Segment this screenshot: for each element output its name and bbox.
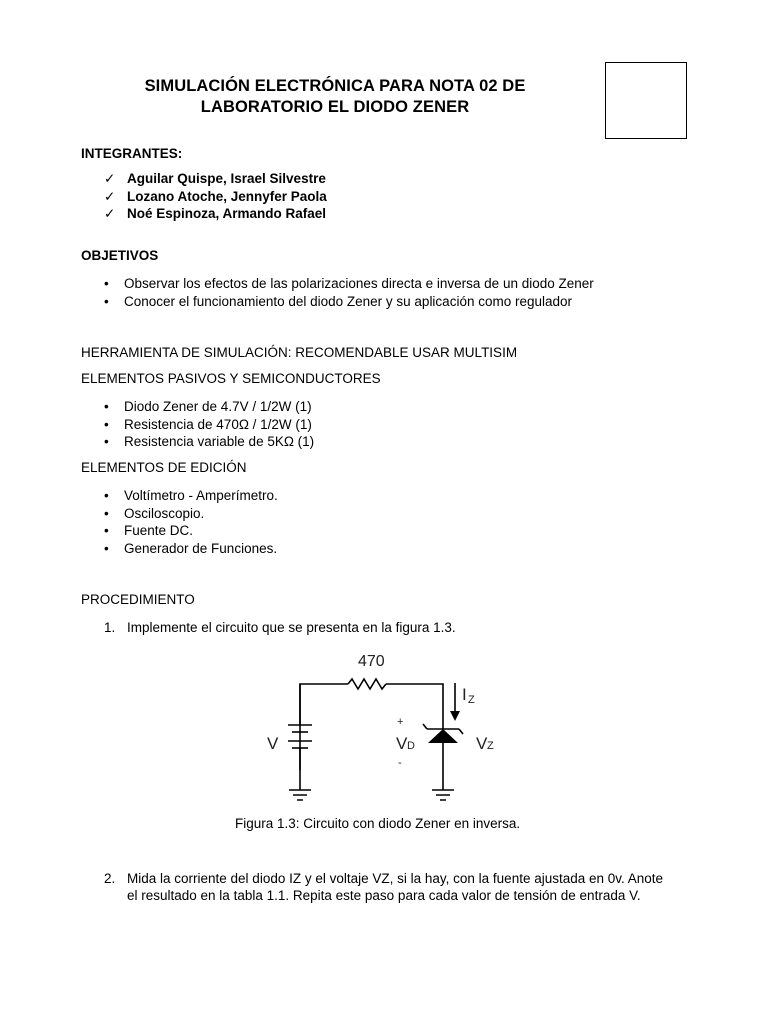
bullet-icon: • (104, 523, 109, 538)
grade-box (605, 62, 687, 139)
tool-text: Generador de Funciones. (124, 540, 278, 556)
component-text: Resistencia variable de 5KΩ (1) (124, 434, 315, 449)
ground-right (432, 790, 454, 800)
list-item (104, 205, 327, 223)
current-subscript: Z (468, 694, 475, 706)
wire-right (386, 684, 443, 721)
bullet-icon: • (104, 434, 109, 449)
component-text: Diodo Zener de 4.7V / 1/2W (1) (124, 399, 312, 414)
list-item (101, 433, 314, 451)
vd-subscript: D (407, 740, 415, 752)
check-icon: ✓ (104, 171, 116, 186)
bullet-icon: • (104, 416, 109, 432)
list-item (101, 487, 278, 505)
bullet-icon: • (104, 276, 109, 291)
bullet-icon: • (104, 505, 109, 521)
source-label: V (267, 734, 279, 753)
wire-left (300, 684, 348, 770)
step-number: 2. (104, 871, 116, 886)
figure-caption: Figura 1.3: Circuito con diodo Zener en inversa. (235, 816, 521, 831)
title-line-2: LABORATORIO EL DIODO ZENER (200, 98, 470, 116)
procedure-step-1 (104, 619, 456, 636)
resistor-label: 470 (358, 653, 385, 670)
step-text: Implemente el circuito que se presenta en la figura 1.3. (127, 620, 456, 635)
list-item (104, 170, 327, 188)
resistor-470 (348, 679, 386, 689)
list-item (101, 540, 278, 558)
members-list (104, 170, 327, 223)
document-title (100, 76, 570, 118)
tool-text: Fuente DC. (124, 523, 194, 538)
component-text: Resistencia de 470Ω / 1/2W (1) (124, 416, 312, 432)
list-item (101, 416, 314, 434)
herramienta-heading: HERRAMIENTA DE SIMULACIÓN: RECOMENDABLE USAR MULTISIM (81, 345, 518, 360)
check-icon: ✓ (104, 206, 116, 221)
zener-circuit-diagram (255, 645, 515, 810)
tool-text: Voltímetro - Amperímetro. (124, 488, 278, 503)
bullet-icon: • (104, 540, 109, 556)
procedimiento-heading: PROCEDIMIENTO (81, 592, 195, 607)
current-arrow-head (450, 711, 460, 721)
procedure-step-2 (104, 870, 704, 904)
list-item (104, 188, 327, 206)
member-name: Noé Espinoza, Armando Rafael (127, 206, 327, 221)
vz-label: V (476, 734, 488, 753)
member-name: Lozano Atoche, Jennyfer Paola (127, 188, 327, 204)
vz-subscript: Z (487, 740, 494, 752)
elementos-pasivos-heading: ELEMENTOS PASIVOS Y SEMICONDUCTORES (81, 371, 381, 386)
elementos-pasivos-list (101, 398, 314, 451)
objective-text: Observar los efectos de las polarizaciones directa e inversa de un diodo Zener (124, 276, 594, 291)
current-label: I (462, 685, 467, 704)
plus-sign: + (397, 716, 404, 728)
objetivos-heading: OBJETIVOS (81, 248, 159, 263)
zener-diode-triangle (428, 729, 458, 743)
bullet-icon: • (104, 488, 109, 503)
bullet-icon: • (104, 399, 109, 414)
list-item (101, 293, 594, 311)
step-text-line-2: el resultado en la tabla 1.1. Repita este paso para cada valor de tensión de entrada V. (127, 888, 641, 903)
check-icon: ✓ (104, 188, 116, 204)
minus-sign: - (398, 757, 402, 769)
member-name: Aguilar Quispe, Israel Silvestre (127, 171, 326, 186)
title-line-1: SIMULACIÓN ELECTRÓNICA PARA NOTA 02 DE (144, 77, 526, 95)
elementos-edicion-list (101, 487, 278, 557)
elementos-edicion-heading: ELEMENTOS DE EDICIÓN (81, 460, 247, 475)
ground-left (289, 790, 311, 800)
list-item (101, 275, 594, 293)
tool-text: Osciloscopio. (124, 505, 205, 521)
bullet-icon: • (104, 293, 109, 309)
list-item (101, 398, 314, 416)
objective-text: Conocer el funcionamiento del diodo Zener y su aplicación como regulador (124, 293, 573, 309)
step-number: 1. (104, 620, 116, 635)
vd-label: V (396, 734, 408, 753)
integrantes-heading: INTEGRANTES: (81, 146, 183, 161)
list-item (101, 505, 278, 523)
step-text-line-1: Mida la corriente del diodo IZ y el voltaje VZ, si la hay, con la fuente ajustada en 0v. Anote (127, 871, 664, 886)
objetivos-list (101, 275, 594, 310)
list-item (101, 522, 278, 540)
